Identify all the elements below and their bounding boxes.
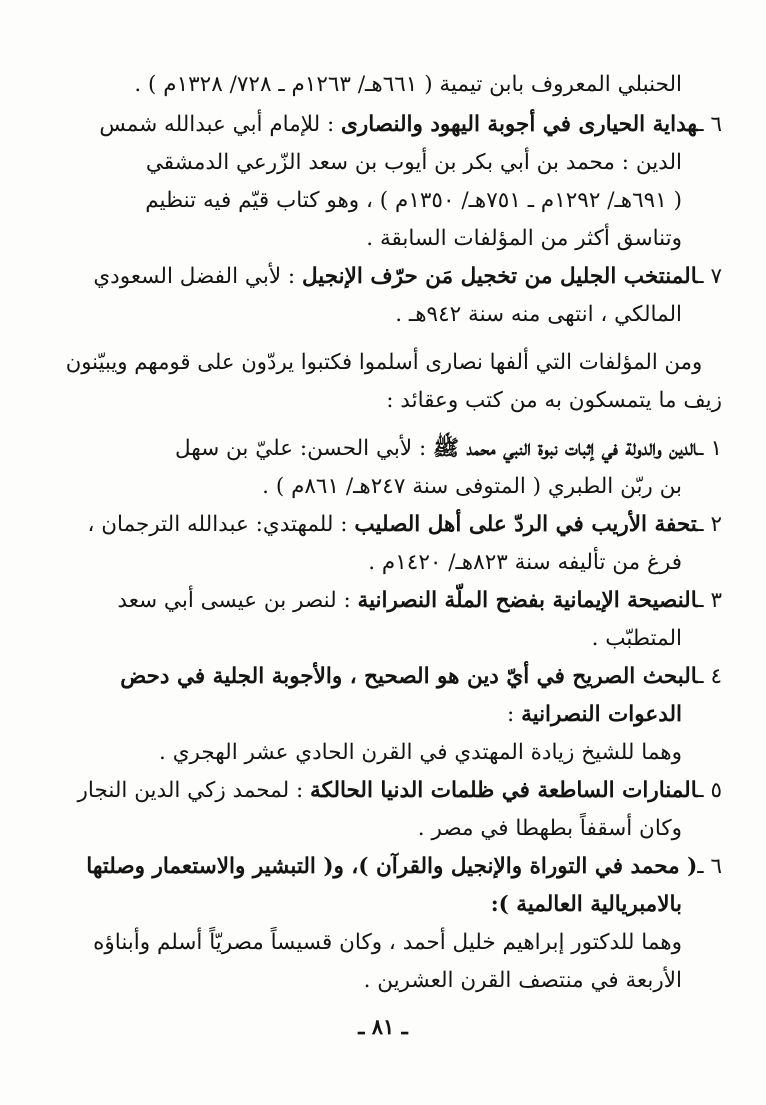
list-b-item-4-line1: [120, 662, 722, 692]
item-number: ٣ ـ: [697, 588, 722, 613]
item-number: ٦ ـ: [697, 112, 722, 137]
list-a-item-7-line2: المالكي ، انتهى منه سنة ٩٤٢هـ .: [395, 302, 682, 327]
book-title: الدعوات النصرانية: [521, 702, 682, 727]
item-text: :: [506, 702, 522, 727]
item-number: ٥ ـ: [697, 778, 722, 803]
item-number: ١ ـ: [697, 436, 722, 461]
list-b-item-6-line4: الأربعة في منتصف القرن العشرين .: [363, 968, 682, 993]
book-title: الدين والدولة في إثبات نبوة النبي محمد ﷺ: [433, 436, 698, 461]
list-b-item-3-line1: [117, 586, 722, 616]
item-text: : لمحمد زكي الدين النجار: [77, 778, 311, 803]
list-a-item-6-line2: الدين : محمد بن أبي بكر بن أيوب بن سعد الزّرعي الدمشقي: [145, 150, 682, 175]
item-number: ٧ ـ: [697, 264, 722, 289]
book-title: البحث الصريح في أيّ دين هو الصحيح ، والأجوبة الجلية في دحض: [120, 664, 698, 689]
book-title: المنارات الساطعة في ظلمات الدنيا الحالكة: [310, 778, 698, 803]
list-b-item-4-line2: [507, 700, 682, 730]
item-number: ٤ ـ: [697, 664, 722, 689]
paragraph-line2: زيف ما يتمسكون به من كتب وعقائد :: [386, 388, 722, 413]
list-a-item-6-line4: وتناسق أكثر من المؤلفات السابقة .: [366, 226, 682, 251]
list-b-item-6-line1: [86, 852, 722, 882]
list-a-item-6-line3: ( ٦٩١هـ/ ١٢٩٢م ـ ٧٥١هـ/ ١٣٥٠م ) ، وهو كتاب قيّم فيه تنظيم: [145, 188, 682, 213]
item-number: ٦ ـ: [697, 854, 722, 879]
book-title: المنتخب الجليل من تخجيل مَن حرّف الإنجيل: [302, 264, 698, 289]
book-title: تحفة الأريب في الردّ على أهل الصليب: [354, 512, 698, 537]
item-text: : لأبي الحسن: عليّ بن سهل: [175, 436, 434, 461]
item-text: : لنصر بن عيسى أبي سعد: [117, 588, 358, 613]
book-title: هداية الحيارى في أجوبة اليهود والنصارى: [341, 112, 698, 137]
list-a-item-7-line1: [93, 262, 722, 292]
item-text: : للإمام أبي عبدالله شمس: [99, 112, 342, 137]
list-b-item-6-line3: وهما للدكتور إبراهيم خليل أحمد ، وكان قسيساً مصريّاً أسلم وأبناؤه: [93, 930, 682, 955]
list-b-item-2-line1: [87, 510, 722, 540]
list-b-item-1-line2: بن ربّن الطبري ( المتوفى سنة ٢٤٧هـ/ ٨٦١م ) .: [262, 474, 682, 499]
paragraph-line1: ومن المؤلفات التي ألفها نصارى أسلموا فكتبوا يردّون على قومهم ويبيّنون: [65, 350, 702, 375]
book-title: النصيحة الإيمانية بفضح الملّة النصرانية: [357, 588, 698, 613]
item-text: : لأبي الفضل السعودي: [93, 264, 302, 289]
list-b-item-4-line3: وهما للشيخ زيادة المهتدي في القرن الحادي عشر الهجري .: [159, 740, 682, 765]
item-number: ٢ ـ: [697, 512, 722, 537]
intro-continuation: الحنبلي المعروف بابن تيمية ( ٦٦١هـ/ ١٢٦٣م ـ ٧٢٨/ ١٣٢٨م ) .: [134, 72, 682, 97]
list-a-item-6-line1: [99, 110, 722, 140]
list-b-item-1-line1: [175, 434, 722, 464]
item-text: : للمهتدي: عبدالله الترجمان ،: [87, 512, 355, 537]
list-b-item-3-line2: المتطبّب .: [591, 626, 682, 651]
page-number: ـ ٨١ ـ: [358, 1014, 408, 1039]
book-title: بالامبريالية العالمية ):: [490, 892, 682, 917]
list-b-item-5-line2: وكان أسقفاً بطهطا في مصر .: [417, 816, 682, 841]
book-title: ( محمد في التوراة والإنجيل والقرآن )، و( التبشير والاستعمار وصلتها: [86, 854, 698, 879]
list-b-item-2-line2: فرغ من تأليفه سنة ٨٢٣هـ/ ١٤٢٠م .: [368, 550, 682, 575]
list-b-item-5-line1: [78, 776, 722, 806]
list-b-item-6-line2: [491, 890, 682, 920]
